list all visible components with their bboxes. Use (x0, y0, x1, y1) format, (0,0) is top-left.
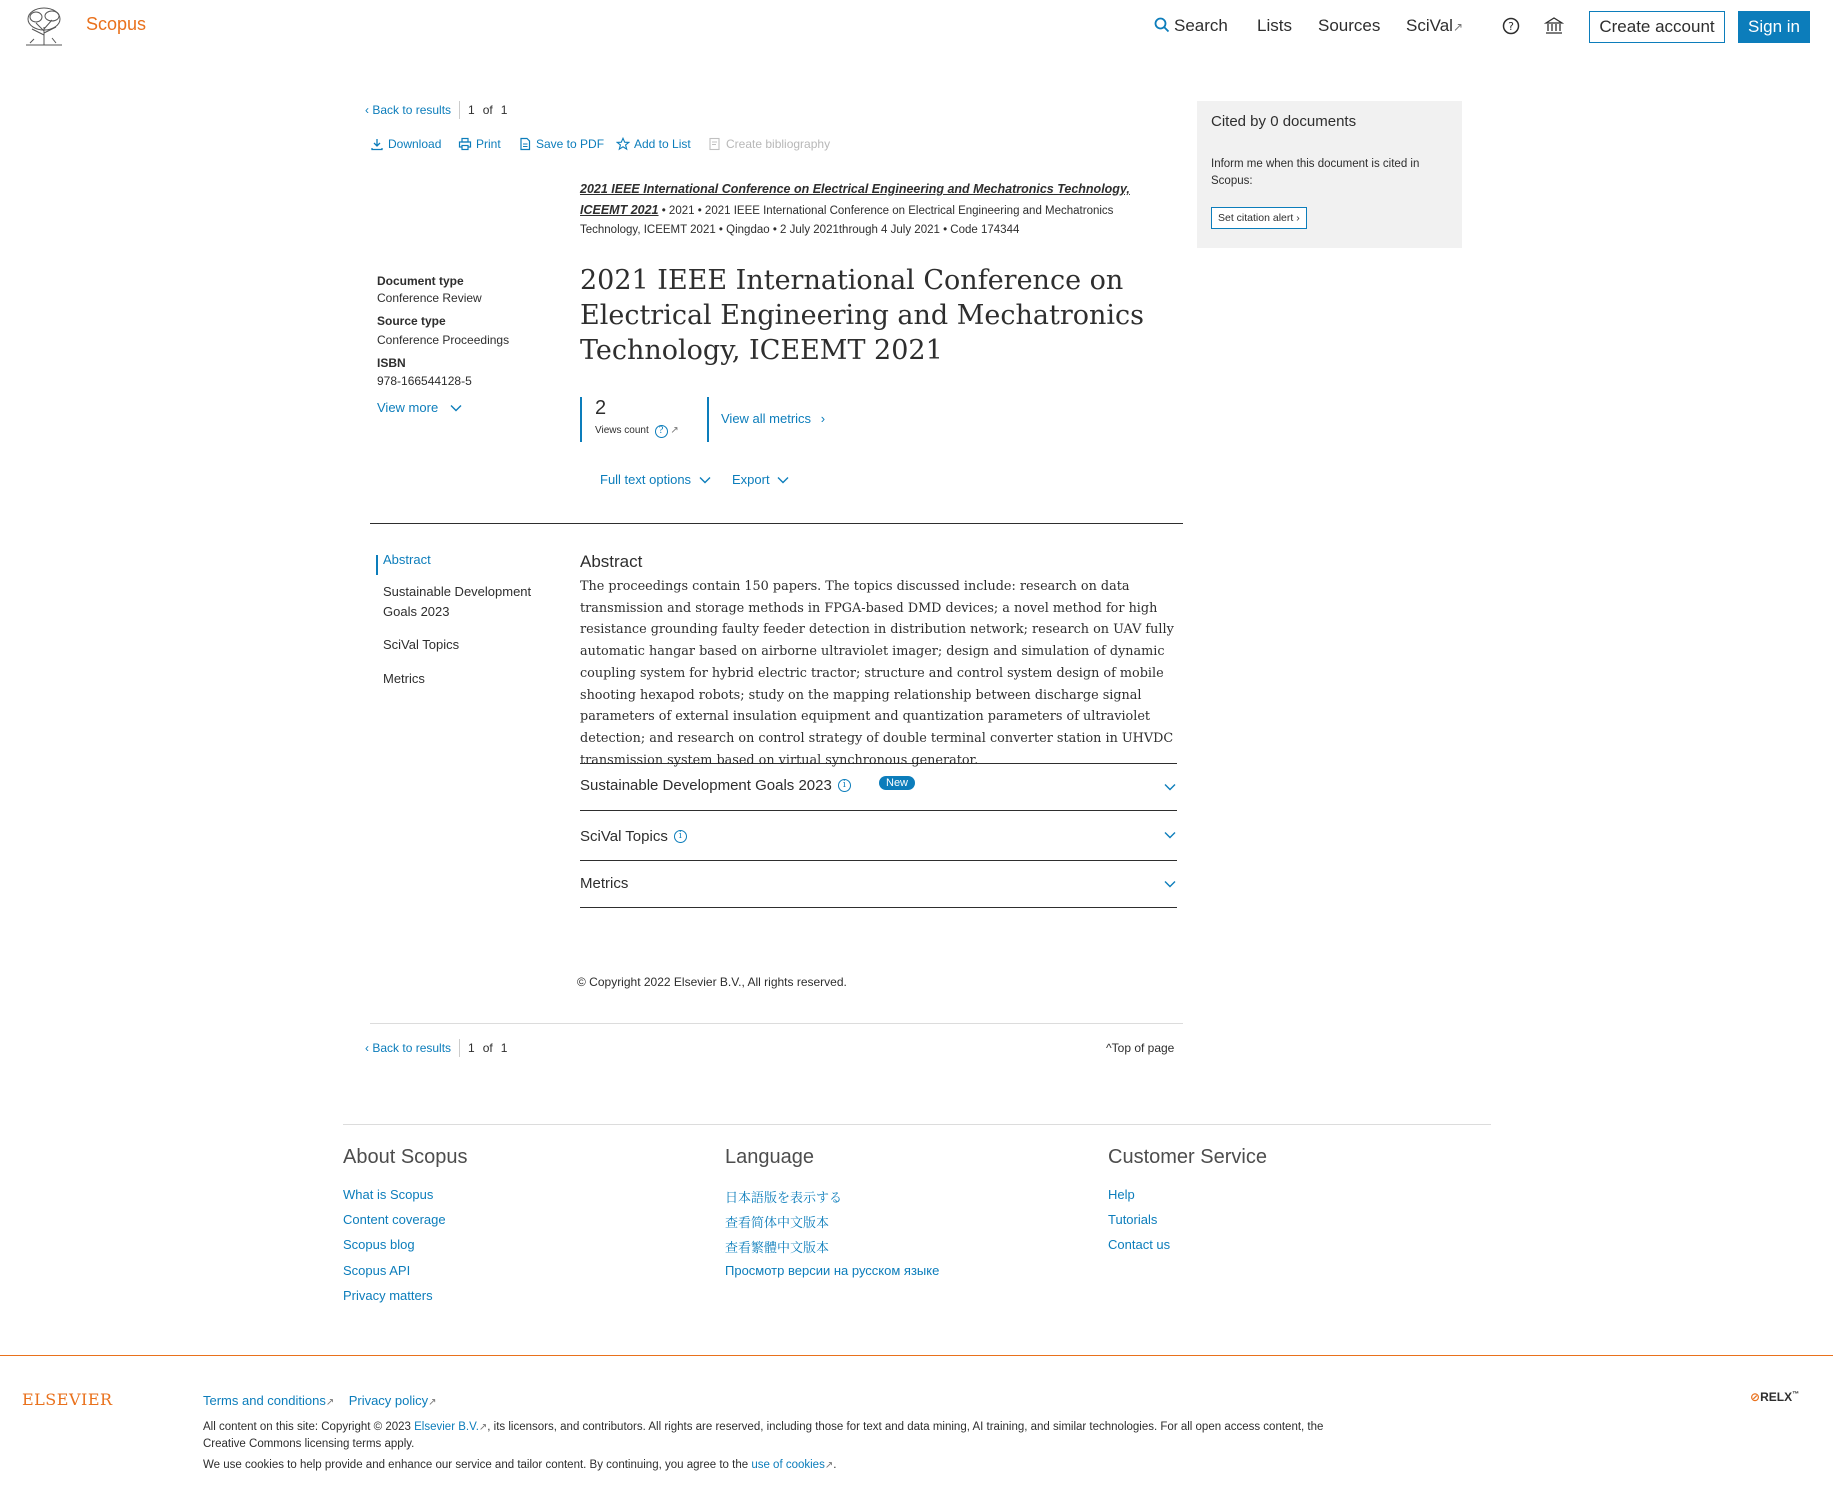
add-to-list-label: Add to List (634, 137, 691, 151)
toc-metrics[interactable]: Metrics (383, 671, 425, 686)
external-link-icon: ↗ (824, 1460, 834, 1471)
sign-in-button[interactable]: Sign in (1738, 11, 1810, 43)
save-to-pdf-button[interactable] (518, 137, 604, 151)
back-to-results-link[interactable] (365, 103, 451, 117)
footer-link-contact-us[interactable]: Contact us (1108, 1237, 1171, 1252)
source-type-value: Conference Proceedings (377, 333, 510, 347)
footer-link-scopus-api[interactable]: Scopus API (343, 1263, 411, 1278)
nav-search[interactable] (1154, 16, 1228, 36)
customer-service-heading: Customer Service (1108, 1146, 1267, 1168)
legal-copyright (203, 1419, 1353, 1453)
pager-total: 1 (500, 1041, 508, 1055)
about-scopus-heading: About Scopus (343, 1146, 468, 1168)
external-link-icon[interactable]: ↗ (670, 425, 679, 436)
footer-link-what-is-scopus[interactable]: What is Scopus (343, 1187, 434, 1202)
footer-link-scopus-blog[interactable]: Scopus blog (343, 1237, 415, 1252)
external-link-icon: ↗ (428, 1397, 437, 1408)
views-count-caption (595, 425, 679, 438)
privacy-policy-label: Privacy policy (348, 1393, 429, 1408)
top-of-page-link[interactable] (1106, 1041, 1174, 1055)
footer-link-tutorials[interactable]: Tutorials (1108, 1212, 1158, 1227)
chevron-down-icon[interactable] (1164, 880, 1176, 888)
print-icon (458, 137, 472, 151)
pager-current: 1 (468, 103, 475, 117)
language-link-russian[interactable]: Просмотр версии на русском языке (725, 1263, 940, 1278)
chevron-up-icon: ^ (1106, 1041, 1112, 1055)
top-of-page-label: Top of page (1111, 1041, 1175, 1055)
back-to-results-label: Back to results (372, 1041, 452, 1055)
source-title-link[interactable]: 2021 IEEE International Conference on Electrical Engineering and Mechatronics Technology, ICEEMT 2021 (580, 182, 1130, 217)
external-link-icon: ↗ (325, 1397, 335, 1408)
isbn-value: 978-166544128-5 (377, 374, 472, 388)
section-divider (370, 523, 1183, 524)
toc-scival-topics[interactable]: SciVal Topics (383, 637, 460, 652)
scopus-brand-link[interactable]: Scopus (86, 14, 147, 34)
sdg-accordion[interactable] (580, 777, 851, 794)
isbn-label: ISBN (377, 356, 406, 370)
chevron-down-icon[interactable] (1164, 831, 1176, 839)
language-heading: Language (725, 1146, 814, 1168)
source-type-label: Source type (377, 314, 446, 328)
toc-sdg[interactable]: Sustainable Development Goals 2023 (383, 584, 532, 619)
document-type-value: Conference Review (377, 291, 482, 305)
relx-icon: ⊘ (1750, 1390, 1761, 1404)
back-to-results-link[interactable] (365, 1041, 451, 1055)
download-button[interactable] (370, 137, 441, 151)
nav-lists[interactable]: Lists (1257, 16, 1292, 35)
language-link-simplified-chinese[interactable]: 查看简体中文版本 (725, 1216, 830, 1231)
add-to-list-button[interactable] (616, 137, 691, 151)
document-title: 2021 IEEE International Conference on Electrical Engineering and Mechatronics Technology, ICEEMT 2021 (580, 265, 1145, 366)
accordion-divider (580, 763, 1177, 764)
chevron-down-icon (699, 476, 711, 484)
accordion-divider (580, 810, 1177, 811)
nav-scival[interactable] (1406, 16, 1463, 36)
pager-divider (459, 1039, 460, 1057)
results-pager-top (365, 101, 507, 119)
cited-by-panel (1197, 101, 1462, 248)
set-citation-alert-label: Set citation alert (1218, 212, 1294, 224)
abstract-text: The proceedings contain 150 papers. The topics discussed include: research on data transmission and storage methods in FPGA-based DMD devices; a novel method for high resistance grounding faulty feeder detection in distribution network; research on UAV fully automatic hangar based on airborne ultraviolet imager; design and simulation of dynamic coupling system for hybrid electric tractor; structure and control system design of mobile shooting hexapod robots; study on the mapping relationship between discharge signal parameters of external insulation equipment and quantization parameters of ultraviolet detection; and research on control strategy of double terminal converter station in UHVDC transmission system based on virtual synchronous generator. (580, 579, 1174, 768)
pager-current: 1 (468, 1041, 475, 1055)
elsevier-logo[interactable]: ELSEVIER (22, 1390, 113, 1409)
view-all-metrics-link[interactable] (721, 411, 825, 426)
source-details: • 2021 • 2021 IEEE International Conference on Electrical Engineering and Mechatronics Technology, ICEEMT 2021 • Qingdao • 2 July 2021through 4 July 2021 • Code 174344 (580, 204, 1114, 236)
chevron-right-icon: › (1296, 212, 1300, 224)
footer-link-content-coverage[interactable]: Content coverage (343, 1212, 446, 1227)
chevron-left-icon: ‹ (365, 1041, 369, 1055)
search-icon (1154, 17, 1170, 33)
chevron-down-icon[interactable] (1164, 783, 1176, 791)
copyright-notice: © Copyright 2022 Elsevier B.V., All rights reserved. (577, 975, 847, 989)
bibliography-icon (708, 137, 722, 151)
star-icon (616, 137, 630, 151)
full-text-options-label: Full text options (600, 472, 692, 487)
help-icon[interactable] (1501, 16, 1521, 36)
info-icon[interactable]: i (838, 779, 851, 792)
legal-links (203, 1392, 1353, 1411)
accordion-divider (580, 860, 1177, 861)
footer-divider (343, 1124, 1491, 1125)
pager-of: of (482, 103, 493, 117)
legal-copyright-pre: All content on this site: Copyright © 2023 (203, 1421, 415, 1433)
download-label: Download (388, 137, 442, 151)
chevron-left-icon: ‹ (365, 103, 369, 117)
pager-total: 1 (500, 103, 508, 117)
use-of-cookies-link[interactable]: use of cookies (751, 1459, 825, 1471)
svg-text:?: ? (1508, 20, 1514, 33)
scival-topics-accordion[interactable] (580, 828, 687, 845)
toc-active-indicator (376, 555, 378, 575)
cited-inform-text: Inform me when this document is cited in Scopus: (1211, 158, 1420, 187)
download-icon (370, 137, 384, 151)
relx-label: RELX (1760, 1390, 1793, 1404)
create-bibliography-label: Create bibliography (726, 137, 831, 151)
view-more-button[interactable] (377, 400, 462, 415)
back-to-results-label: Back to results (372, 103, 452, 117)
external-link-icon: ↗ (478, 1422, 488, 1433)
scival-topics-label: SciVal Topics (580, 828, 668, 845)
language-link-traditional-chinese[interactable]: 查看繁體中文版本 (725, 1241, 830, 1256)
language-link-japanese[interactable]: 日本語版を表示する (725, 1191, 843, 1206)
elsevier-bv-link[interactable]: Elsevier B.V. (414, 1421, 479, 1433)
set-citation-alert-button[interactable] (1211, 207, 1307, 229)
views-count-value: 2 (595, 397, 607, 419)
legal-cookies-pre: We use cookies to help provide and enhance our service and tailor content. By continuing, you agree to the (203, 1459, 752, 1471)
nav-search-label: Search (1174, 16, 1228, 35)
elsevier-tree-logo[interactable] (22, 5, 66, 47)
footer-link-privacy-matters[interactable]: Privacy matters (343, 1288, 433, 1303)
source-info (580, 180, 1170, 241)
view-all-metrics-container (707, 397, 826, 442)
toc-abstract[interactable]: Abstract (383, 552, 431, 567)
views-count-label: Views count (595, 425, 649, 436)
privacy-policy-link[interactable] (349, 1393, 437, 1408)
results-pager-bottom (365, 1039, 507, 1057)
pdf-icon (518, 137, 532, 151)
view-all-metrics-label: View all metrics (721, 411, 812, 426)
footer-link-help[interactable]: Help (1108, 1187, 1135, 1202)
view-more-label: View more (377, 400, 439, 415)
print-button[interactable] (458, 137, 501, 151)
export-button[interactable] (732, 472, 789, 487)
pager-divider (459, 101, 460, 119)
legal-cookies: We use cookies to help provide and enhance our service and tailor content. By continuing, you agree to the use of cookies↗. (203, 1459, 837, 1471)
document-type-label: Document type (377, 274, 464, 288)
new-badge: New (879, 776, 915, 790)
save-to-pdf-label: Save to PDF (536, 137, 605, 151)
metrics-accordion[interactable] (580, 875, 628, 892)
print-label: Print (476, 137, 501, 151)
nav-scival-label: SciVal (1406, 16, 1453, 35)
create-account-button[interactable]: Create account (1589, 11, 1725, 43)
nav-sources[interactable]: Sources (1318, 16, 1381, 35)
legal-copyright-post: , its licensors, and contributors. All rights are reserved, including those for text and data mining, AI training, and similar technologies. For all open access content, the Creative Commons licensing terms apply. (203, 1421, 1324, 1450)
full-text-options-button[interactable] (600, 472, 711, 487)
info-icon[interactable]: i (674, 830, 687, 843)
sdg-accordion-label: Sustainable Development Goals 2023 (580, 777, 832, 794)
elsevier-footer (0, 1355, 1833, 1494)
terms-link[interactable] (203, 1393, 334, 1408)
export-label: Export (732, 472, 770, 487)
terms-label: Terms and conditions (203, 1393, 326, 1408)
create-bibliography-button[interactable] (708, 137, 830, 151)
abstract-heading: Abstract (580, 552, 643, 571)
cited-by-title: Cited by 0 documents (1211, 113, 1357, 130)
accordion-divider (580, 907, 1177, 908)
relx-logo[interactable]: ⊘RELX™ (1750, 1390, 1800, 1404)
chevron-down-icon (777, 476, 789, 484)
views-count-metric (580, 397, 708, 442)
chevron-down-icon (450, 404, 462, 412)
pager-of: of (482, 1041, 493, 1055)
metrics-accordion-label: Metrics (580, 875, 629, 892)
help-circle-icon[interactable]: ? (655, 425, 668, 438)
top-navigation-bar (0, 0, 1833, 54)
institution-icon[interactable] (1544, 16, 1564, 36)
external-link-icon: ↗ (1452, 20, 1463, 34)
bottom-divider (370, 1023, 1183, 1024)
chevron-right-icon: › (820, 411, 826, 426)
